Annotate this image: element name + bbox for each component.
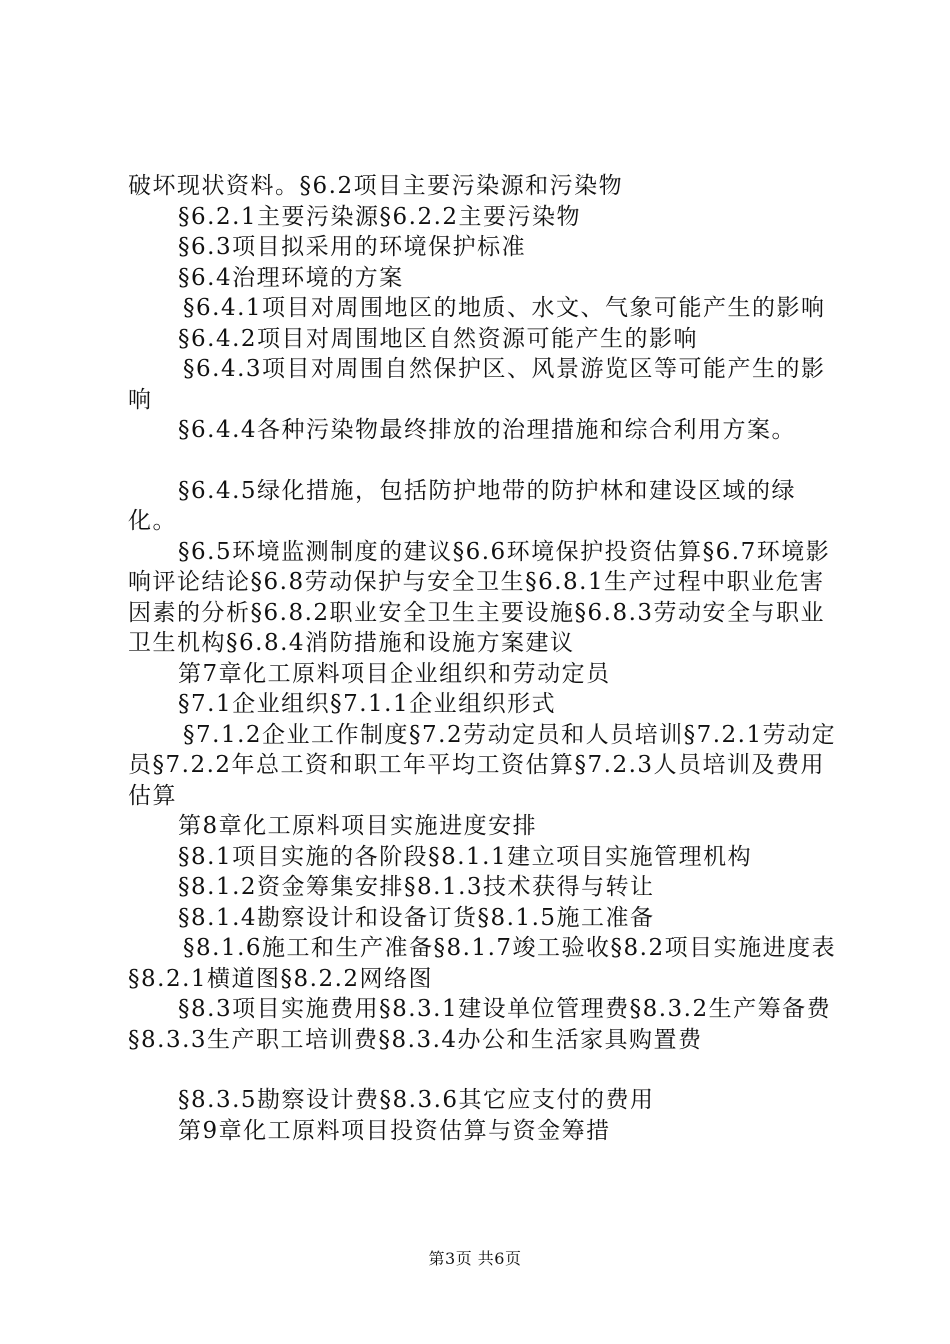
- paragraph: §8.1.6施工和生产准备§8.1.7竣工验收§8.2项目实施进度表§8.2.1横道图§8.2.2网络图: [128, 935, 837, 992]
- paragraph: §8.1.4勘察设计和设备订货§8.1.5施工准备: [178, 904, 655, 931]
- paragraph: §6.3项目拟采用的环境保护标准: [178, 234, 527, 260]
- paragraph: §6.4.2项目对周围地区自然资源可能产生的影响: [178, 325, 699, 352]
- paragraph: §6.4.4各种污染物最终排放的治理措施和综合利用方案。: [178, 417, 797, 443]
- chapter-heading: 第7章化工原料项目企业组织和劳动定员: [178, 660, 611, 687]
- paragraph: §6.4.5绿化措施，包括防护地带的防护林和建设区域的绿化。: [128, 477, 797, 534]
- paragraph: §8.3.5勘察设计费§8.3.6其它应支付的费用: [178, 1087, 655, 1113]
- chapter-heading: 第8章化工原料项目实施进度安排: [178, 813, 538, 839]
- paragraph: §6.5环境监测制度的建议§6.6环境保护投资估算§6.7环境影响评论结论§6.8劳动保护与安全卫生§6.8.1生产过程中职业危害因素的分析§6.8.2职业安全卫生主要设施§6.8.3劳动安全与职业卫生机构§6.8.4消防措施和设施方案建议: [128, 538, 831, 656]
- paragraph: §6.4.1项目对周围地区的地质、水文、气象可能产生的影响: [183, 295, 826, 321]
- paragraph: §8.1.2资金筹集安排§8.1.3技术获得与转让: [178, 874, 655, 900]
- chapter-heading: 第9章化工原料项目投资估算与资金筹措: [178, 1117, 611, 1144]
- page-number-footer: 第3页 共6页: [428, 1249, 522, 1268]
- paragraph: §6.4治理环境的方案: [178, 264, 404, 291]
- paragraph: §7.1企业组织§7.1.1企业组织形式: [178, 691, 557, 717]
- paragraph: §6.4.3项目对周围自然保护区、风景游览区等可能产生的影响: [128, 356, 826, 413]
- paragraph: 破坏现状资料。§6.2项目主要污染源和污染物: [128, 173, 624, 199]
- paragraph: §8.3项目实施费用§8.3.1建设单位管理费§8.3.2生产筹备费§8.3.3生产职工培训费§8.3.4办公和生活家具购置费: [128, 996, 832, 1053]
- paragraph: §6.2.1主要污染源§6.2.2主要污染物: [178, 203, 582, 230]
- document-body: [128, 171, 840, 1146]
- paragraph: §7.1.2企业工作制度§7.2劳动定员和人员培训§7.2.1劳动定员§7.2.2年总工资和职工年平均工资估算§7.2.3人员培训及费用估算: [128, 721, 837, 809]
- paragraph: §8.1项目实施的各阶段§8.1.1建立项目实施管理机构: [178, 843, 753, 870]
